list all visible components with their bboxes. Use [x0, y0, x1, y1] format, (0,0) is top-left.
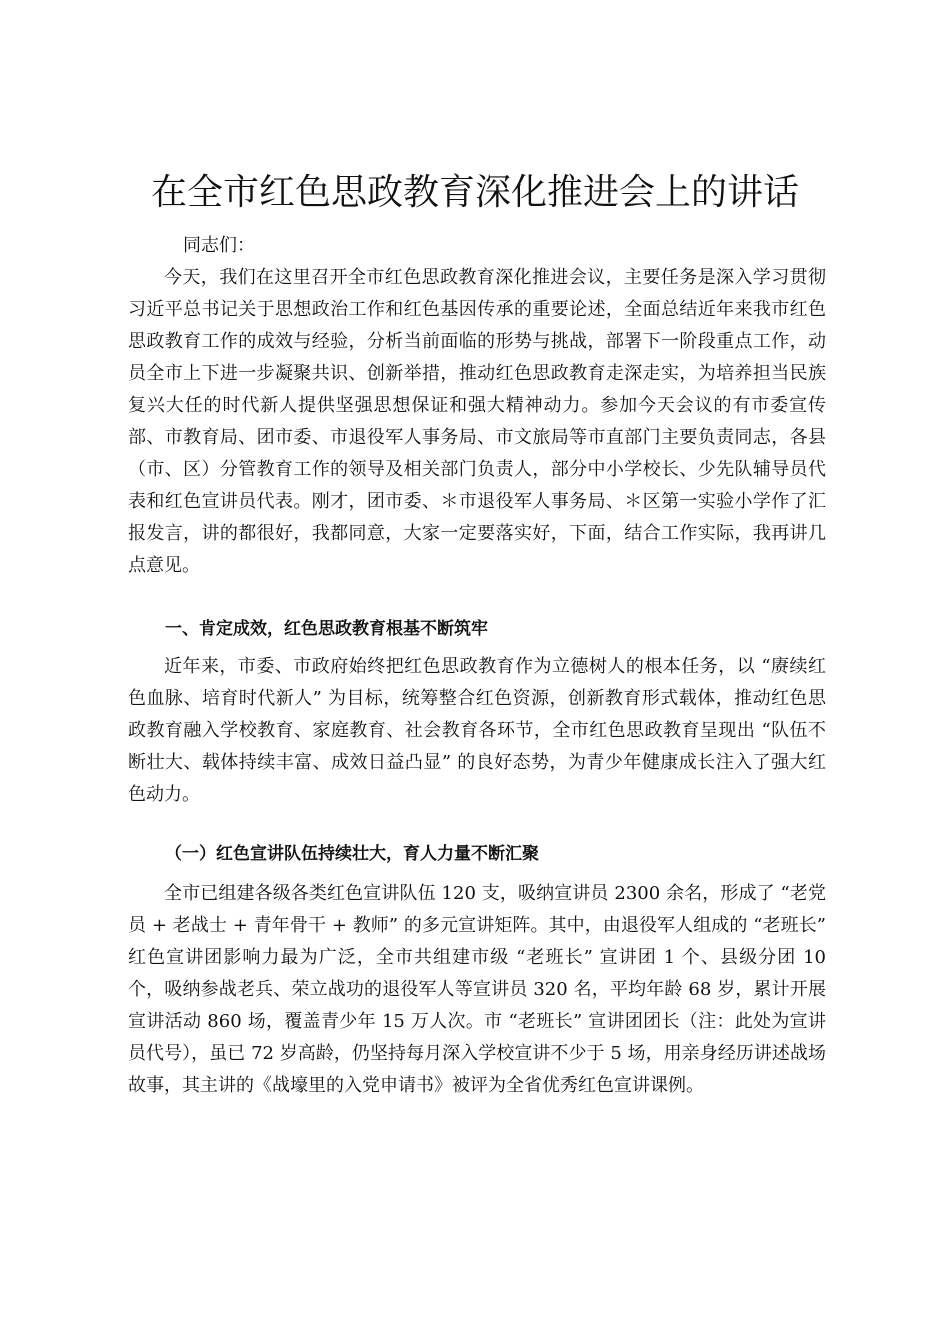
- salutation: 同志们：: [183, 235, 255, 256]
- section-1-paragraph: 近年来，市委、市政府始终把红色思政教育作为立德树人的根本任务，以 “赓续红色血脉、培育时代新人” 为目标，统筹整合红色资源，创新教育形式载体，推动红色思政教育融入学校教育、家庭教育、社会教育各环节，全市红色思政教育呈现出 “队伍不断壮大、载体持续丰富、成效日益凸显” 的良好态势，为青少年健康成长注入了强大红色动力。: [128, 656, 826, 805]
- section-heading-1: 一、肯定成效，红色思政教育根基不断筑牢: [165, 619, 488, 639]
- subsection-heading-1: （一）红色宣讲队伍持续壮大，育人力量不断汇聚: [165, 844, 539, 864]
- intro-paragraph: 今天，我们在这里召开全市红色思政教育深化推进会议，主要任务是深入学习贯彻习近平总书记关于思想政治工作和红色基因传承的重要论述，全面总结近年来我市红色思政教育工作的成效与经验，分析当前面临的形势与挑战，部署下一阶段重点工作，动员全市上下进一步凝聚共识、创新举措，推动红色思政教育走深走实，为培养担当民族复兴大任的时代新人提供坚强思想保证和强大精神动力。参加今天会议的有市委宣传部、市教育局、团市委、市退役军人事务局、市文旅局等市直部门主要负责同志，各县（市、区）分管教育工作的领导及相关部门负责人，部分中小学校长、少先队辅导员代表和红色宣讲员代表。刚才，团市委、＊市退役军人事务局、＊区第一实验小学作了汇报发言，讲的都很好，我都同意，大家一定要落实好，下面，结合工作实际，我再讲几点意见。: [128, 267, 826, 576]
- document-title: 在全市红色思政教育深化推进会上的讲话: [150, 172, 799, 213]
- subsection-1-paragraph: 全市已组建各级各类红色宣讲队伍 120 支，吸纳宣讲员 2300 余名，形成了 “老党员 + 老战士 + 青年骨干 + 教师” 的多元宣讲矩阵。其中，由退役军人组成的 “老班长” 红色宣讲团影响力最为广泛，全市共组建市级 “老班长” 宣讲团 1 个、县级分团 10 个，吸纳参战老兵、荣立战功的退役军人等宣讲员 320 名，平均年龄 68 岁，累计开展宣讲活动 860 场，覆盖青少年 15 万人次。市 “老班长” 宣讲团团长（注：此处为宣讲员代号），虽已 72 岁高龄，仍坚持每月深入学校宣讲不少于 5 场，用亲身经历讲述战场故事，其主讲的《战壕里的入党申请书》被评为全省优秀红色宣讲课例。: [128, 883, 826, 1096]
